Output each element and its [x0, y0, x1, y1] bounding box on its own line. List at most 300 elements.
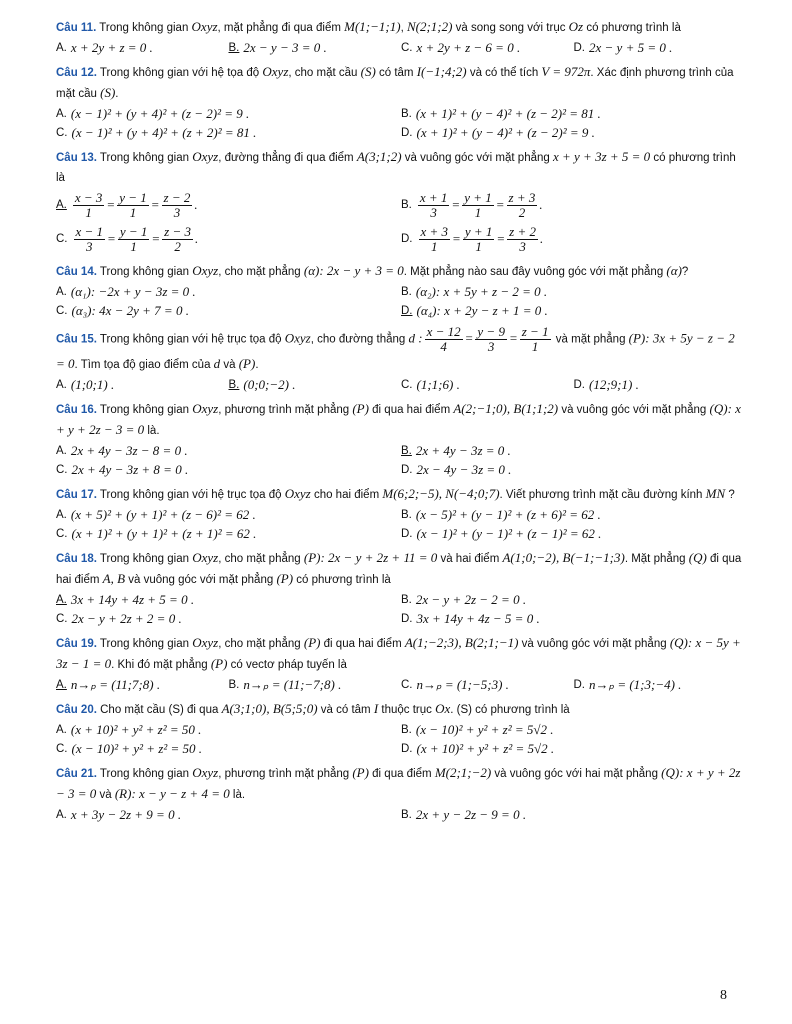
math-expression: A(3;1;2): [356, 149, 402, 164]
fraction: [475, 325, 507, 354]
options-row: [56, 301, 746, 320]
math-expression: M(1;−1;1): [344, 19, 401, 34]
math-expression: (P): 3x + 5y − z − 2 = 0: [56, 330, 735, 371]
option-text: (x − 1)² + (y + 4)² + (z − 2)² = 9 .: [70, 105, 250, 121]
question-18: [56, 548, 746, 628]
stem-text: . Khi đó mặt phẳng: [111, 659, 211, 671]
question-13: [56, 147, 746, 256]
question-number: Câu 17.: [56, 489, 97, 501]
option-a: [56, 40, 229, 56]
option-c: [56, 462, 401, 478]
options-row: [56, 720, 746, 739]
option-text: (x + 1)² + (y + 1)² + (z + 1)² = 62 .: [71, 525, 257, 541]
equals-sign: =: [107, 231, 116, 246]
option-text: x + 2y + z − 6 = 0 .: [416, 39, 521, 55]
math-expression: A(1;0;−2), B(−1;−1;3): [502, 550, 625, 565]
option-label: B.: [401, 107, 412, 120]
option-label: B.: [401, 593, 412, 606]
math-expression: (α): [666, 263, 682, 278]
math-expression: d :: [408, 330, 423, 346]
question-number: Câu 12.: [56, 67, 97, 79]
fraction: [462, 191, 494, 220]
stem-text: Trong không gian: [96, 768, 193, 780]
page-number: 8: [720, 988, 727, 1003]
option-text: (x − 5)² + (y − 1)² + (z + 6)² = 62 .: [415, 506, 601, 522]
options-row: [56, 375, 746, 394]
stem-text: Trong không gian với hệ trục tọa độ: [96, 333, 285, 346]
stem-text: Trong không gian: [96, 266, 193, 278]
fraction: [507, 225, 538, 254]
math-expression: (α): 2x − y + 3 = 0: [303, 263, 404, 278]
option-label: B.: [228, 378, 240, 391]
option-a: [56, 592, 401, 608]
fraction-numerator: y + 1: [464, 189, 492, 205]
stem-text: , cho mặt phẳng: [218, 553, 304, 565]
option-text: 2x − y + 2z + 2 = 0 .: [71, 610, 182, 626]
fraction-denominator: 1: [431, 238, 438, 254]
option-d: [574, 677, 747, 693]
options-row: [56, 675, 746, 694]
fraction-numerator: x − 12: [426, 324, 461, 339]
math-expression: A, B: [102, 571, 126, 586]
stem-text: và hai điểm: [437, 553, 503, 565]
math-expression: (P): [352, 765, 369, 780]
fraction: [162, 191, 193, 220]
question-number: Câu 19.: [56, 638, 97, 650]
equals-sign: =: [495, 197, 505, 212]
option-d: [401, 741, 746, 757]
option-text: (x + 1)² + (y − 4)² + (z − 2)² = 9 .: [416, 124, 595, 140]
stem-text: Trong không gian: [96, 404, 193, 416]
option-label: D.: [401, 612, 413, 625]
option-label: A.: [56, 723, 67, 736]
option-a: [56, 106, 401, 122]
option-label: A.: [56, 41, 67, 54]
stem-text: , đường thẳng đi qua điểm: [218, 152, 357, 164]
equals-sign: =: [106, 197, 116, 212]
options-row: [56, 282, 746, 301]
option-text: (x + 5)² + (y + 1)² + (z − 6)² = 62 .: [70, 506, 256, 522]
option-label: C.: [56, 612, 68, 625]
option-label: C.: [401, 678, 413, 691]
math-expression: x + y + 3z + 5 = 0: [552, 149, 651, 164]
question-17: [56, 484, 746, 543]
option-c: [401, 677, 574, 693]
question-20: [56, 699, 746, 758]
math-expression: (P): 2x − y + 2z + 11 = 0: [303, 550, 438, 565]
stem-text: Trong không gian với hệ tọa độ: [96, 67, 263, 79]
math-expression: M(2;1;−2): [434, 765, 492, 780]
option-text: (x − 10)² + y² + z² = 5√2 .: [415, 721, 554, 737]
option-text: 2x + y − 2z − 9 = 0 .: [415, 806, 527, 822]
option-label: D.: [401, 304, 413, 317]
options-row: [56, 104, 746, 123]
question-stem: [56, 699, 746, 720]
stem-text: . Mặt phẳng nào sau đây vuông góc với mặt phẳng: [403, 266, 667, 278]
option-text: n→ₚ = (1;3;−4) .: [589, 676, 682, 692]
option-text: 2x + 4y − 3z = 0 .: [415, 442, 511, 458]
option-text: n→ₚ = (11;−7;8) .: [243, 676, 342, 692]
stem-text: và có thể tích: [466, 67, 542, 79]
fraction-denominator: 1: [531, 339, 539, 354]
option-text: (1;1;6) .: [416, 376, 460, 392]
math-expression: Oxyz: [192, 550, 219, 565]
math-expression: (S): [360, 64, 376, 79]
question-stem: [56, 62, 746, 104]
option-label: A.: [56, 199, 67, 211]
stem-text: ?: [725, 489, 735, 501]
period: .: [540, 231, 544, 246]
stem-text: Trong không gian với hệ trục tọa độ: [96, 489, 285, 501]
math-expression: Oxyz: [192, 635, 219, 650]
exam-page: [56, 12, 746, 824]
math-expression: Oxyz: [284, 330, 311, 346]
stem-text: , phương trình mặt phẳng: [218, 768, 353, 780]
option-c: [56, 303, 401, 319]
option-text: x + 3y − 2z + 9 = 0 .: [70, 806, 182, 822]
stem-text: . Mặt phẳng: [624, 553, 689, 565]
option-label: D.: [401, 742, 413, 755]
option-label: B.: [401, 508, 412, 521]
options-row: [56, 188, 746, 222]
option-d: [574, 40, 747, 56]
question-11: [56, 17, 746, 57]
option-text: 2x − 4y − 3z = 0 .: [416, 461, 512, 477]
math-expression: V = 972π: [541, 64, 591, 79]
option-label: C.: [56, 126, 68, 139]
option-d: [401, 125, 746, 141]
stem-text: ?: [681, 266, 689, 278]
option-d: [401, 611, 746, 627]
option-text: (x + 10)² + y² + z² = 5√2 .: [416, 740, 555, 756]
stem-text: và vuông góc với mặt phẳng: [518, 638, 670, 650]
option-label: B.: [228, 678, 240, 691]
option-label: A.: [56, 593, 67, 606]
math-expression: (P): [210, 656, 228, 671]
fraction: [463, 225, 495, 254]
question-number: Câu 20.: [56, 704, 97, 716]
option-text: 2x − y − 3 = 0 .: [243, 39, 327, 55]
stem-text: và vuông góc với hai mặt phẳng: [491, 768, 662, 780]
question-12: [56, 62, 746, 142]
option-text: 2x − y + 2z − 2 = 0 .: [415, 591, 527, 607]
fraction: [73, 191, 105, 220]
math-expression: (P): [303, 635, 321, 650]
option-label: D.: [401, 527, 413, 540]
options-row: [56, 739, 746, 758]
math-expression: I: [373, 701, 379, 716]
stem-text: . (S) có phương trình là: [450, 704, 570, 716]
fraction-denominator: 1: [85, 204, 92, 220]
option-label: A.: [56, 508, 67, 521]
option-label: D.: [573, 678, 585, 691]
option-c: [401, 40, 574, 56]
question-stem: [56, 261, 746, 282]
fraction-numerator: z + 2: [509, 223, 536, 239]
math-expression: Ox: [435, 701, 451, 716]
stem-text: , phương trình mặt phẳng: [218, 404, 353, 416]
option-label: A.: [56, 107, 67, 120]
stem-text: thuộc trục: [378, 704, 436, 716]
option-b: [401, 443, 746, 459]
options-row: [56, 590, 746, 609]
options-row: [56, 609, 746, 628]
stem-text: , cho đường thẳng: [310, 333, 409, 346]
math-expression: Oxyz: [191, 19, 218, 34]
option-text: (x − 1)² + (y − 1)² + (z − 1)² = 62 .: [416, 525, 602, 541]
option-label: C.: [56, 304, 68, 317]
question-number: Câu 21.: [56, 768, 97, 780]
stem-text: Trong không gian: [96, 152, 193, 164]
equals-sign: =: [452, 231, 461, 246]
option-text: x + 2y + z = 0 .: [70, 39, 153, 55]
stem-text: . Viết phương trình mặt cầu đường kính: [499, 489, 706, 501]
option-text: 2x + 4y − 3z − 8 = 0 .: [70, 442, 188, 458]
option-label: C.: [401, 378, 413, 391]
option-label: D.: [401, 126, 413, 139]
option-b: [401, 807, 746, 823]
fraction-denominator: 3: [173, 204, 181, 220]
math-expression: A(3;1;0), B(5;5;0): [221, 701, 318, 716]
question-19: [56, 633, 746, 694]
option-text: 3x + 14y + 4z − 5 = 0 .: [416, 610, 540, 626]
fraction-denominator: 3: [430, 204, 437, 220]
option-text: n→ₚ = (11;7;8) .: [70, 676, 161, 692]
option-label: B.: [401, 285, 412, 298]
equals-sign: =: [451, 197, 461, 212]
option-text: (12;9;1) .: [589, 376, 639, 392]
option-label: D.: [573, 378, 585, 391]
option-text: 3x + 14y + 4z + 5 = 0 .: [70, 591, 195, 607]
fraction: [425, 325, 463, 354]
math-expression: N(2;1;2): [406, 19, 453, 34]
stem-text: và mặt phẳng: [552, 333, 629, 346]
stem-text: có phương trình là: [293, 574, 391, 586]
math-expression: Oxyz: [192, 765, 219, 780]
stem-text: Trong không gian: [96, 553, 193, 565]
question-number: Câu 16.: [56, 404, 97, 416]
fraction-numerator: z − 1: [521, 324, 549, 339]
stem-text: và vuông góc với mặt phẳng: [125, 574, 277, 586]
question-number: Câu 14.: [56, 266, 97, 278]
math-expression: (Q): x + y + 2z − 3 = 0: [56, 401, 741, 437]
options-row: [56, 460, 746, 479]
question-stem: [56, 147, 746, 188]
math-expression: A(2;−1;0), B(1;1;2): [453, 401, 559, 416]
option-label: C.: [56, 233, 68, 245]
question-stem: [56, 763, 746, 805]
stem-text: cho hai điểm: [310, 489, 383, 501]
question-stem: [56, 399, 746, 441]
period: .: [195, 231, 199, 246]
fraction-denominator: 1: [474, 204, 482, 220]
option-label: A.: [56, 808, 67, 821]
stem-text: .: [115, 88, 119, 100]
fraction: [520, 325, 551, 354]
stem-text: là.: [144, 425, 160, 437]
fraction-denominator: 3: [519, 238, 526, 254]
option-text: (α₁): −2x + y − 3z = 0 .: [70, 283, 196, 299]
option-c: [56, 125, 401, 141]
fraction-numerator: y − 9: [477, 324, 505, 339]
options-row: [56, 505, 746, 524]
option-a: [56, 443, 401, 459]
math-expression: Oxyz: [192, 263, 219, 278]
fraction: [74, 225, 106, 254]
option-a: [56, 377, 229, 393]
fraction-denominator: 1: [130, 238, 137, 254]
option-text: (0;0;−2) .: [243, 376, 296, 392]
equals-sign: =: [150, 197, 160, 212]
option-label: D.: [401, 233, 413, 245]
stem-text: và: [220, 359, 239, 371]
fraction-numerator: x − 3: [74, 189, 103, 205]
fraction-denominator: 1: [129, 204, 137, 220]
option-text: (x − 10)² + y² + z² = 50 .: [71, 740, 203, 756]
period: .: [539, 197, 543, 212]
option-text: (x + 10)² + y² + z² = 50 .: [70, 721, 202, 737]
option-text: (x + 1)² + (y − 4)² + (z − 2)² = 81 .: [415, 105, 601, 121]
stem-text: có tâm: [375, 67, 417, 79]
stem-text: và có tâm: [317, 704, 374, 716]
question-stem: [56, 548, 746, 590]
math-expression: Oxyz: [192, 401, 219, 416]
option-label: B.: [401, 199, 412, 211]
stem-text: , mặt phẳng đi qua điểm: [217, 22, 345, 34]
fraction-numerator: z + 3: [508, 189, 536, 205]
fraction-numerator: y + 1: [464, 223, 493, 239]
option-b: [401, 507, 746, 523]
math-expression: =: [508, 330, 518, 346]
math-expression: A(1;−2;3), B(2;1;−1): [404, 635, 519, 650]
options-row: [56, 38, 746, 57]
fraction-numerator: y − 1: [119, 223, 148, 239]
option-label: C.: [56, 527, 68, 540]
stem-text: là.: [229, 789, 246, 801]
math-expression: (P): [276, 571, 294, 586]
stem-text: đi qua hai điểm: [320, 638, 405, 650]
option-label: A.: [56, 678, 67, 691]
stem-text: đi qua hai điểm: [56, 553, 742, 586]
option-text: 2x + 4y − 3z + 8 = 0 .: [71, 461, 189, 477]
option-text: (α₃): 4x − 2y + 7 = 0 .: [71, 302, 189, 318]
option-a: [56, 284, 401, 300]
fraction: [118, 225, 150, 254]
math-expression: (Q): x + y + 2z − 3 = 0: [56, 765, 741, 801]
option-text: (α₂): x + 5y + z − 2 = 0 .: [415, 283, 548, 299]
math-expression: d: [213, 356, 221, 371]
stem-text: Cho mặt cầu (S) đi qua: [96, 704, 222, 716]
options-row: [56, 805, 746, 824]
option-d: [401, 303, 746, 319]
question-15: [56, 325, 746, 394]
fraction: [419, 225, 451, 254]
fraction-denominator: 3: [86, 238, 93, 254]
option-label: B.: [401, 808, 412, 821]
fraction-denominator: 2: [174, 238, 181, 254]
math-expression: MN: [705, 486, 726, 501]
question-number: Câu 15.: [56, 333, 97, 346]
math-expression: =: [464, 330, 474, 346]
stem-text: , cho mặt cầu: [288, 67, 361, 79]
option-d: [401, 462, 746, 478]
option-b: [401, 284, 746, 300]
math-expression: Oxyz: [262, 64, 289, 79]
stem-text: . Tìm tọa độ giao điểm của: [74, 359, 214, 371]
fraction-numerator: x − 1: [75, 223, 104, 239]
fraction-numerator: x + 1: [419, 189, 448, 205]
period: .: [194, 197, 198, 212]
question-stem: [56, 633, 746, 675]
fraction: [507, 191, 538, 220]
equals-sign: =: [496, 231, 506, 246]
stem-text: ,: [400, 22, 407, 34]
stem-text: Trong không gian: [96, 638, 193, 650]
fraction: [418, 191, 450, 220]
option-text: (α₄): x + 2y − z + 1 = 0 .: [416, 302, 548, 318]
fraction-denominator: 4: [440, 339, 447, 354]
option-label: C.: [401, 41, 413, 54]
question-16: [56, 399, 746, 479]
stem-text: có vectơ pháp tuyến là: [227, 659, 347, 671]
option-c: [401, 377, 574, 393]
option-c: [56, 225, 401, 254]
stem-text: , cho mặt phẳng: [218, 638, 304, 650]
math-expression: (P): [352, 401, 369, 416]
math-expression: Oz: [568, 19, 584, 34]
question-number: Câu 18.: [56, 553, 97, 565]
stem-text: Trong không gian: [96, 22, 192, 34]
math-expression: (P): [238, 356, 256, 371]
fraction-denominator: 2: [518, 204, 526, 220]
option-text: (1;0;1) .: [70, 376, 115, 392]
options-row: [56, 441, 746, 460]
option-label: A.: [56, 285, 67, 298]
fraction: [117, 191, 149, 220]
option-text: (x − 1)² + (y + 4)² + (z + 2)² = 81 .: [71, 124, 257, 140]
option-a: [56, 677, 229, 693]
stem-text: có phương trình là: [583, 22, 681, 34]
stem-text: đi qua hai điểm: [368, 404, 454, 416]
option-text: 2x − y + 5 = 0 .: [589, 39, 673, 55]
option-label: B.: [228, 41, 240, 54]
option-b: [229, 40, 402, 56]
math-expression: (S): [100, 85, 116, 100]
option-b: [401, 722, 746, 738]
option-c: [56, 526, 401, 542]
options-row: [56, 524, 746, 543]
option-label: B.: [401, 444, 412, 457]
math-expression: (Q): [688, 550, 707, 565]
option-b: [401, 592, 746, 608]
math-expression: Oxyz: [192, 149, 219, 164]
math-expression: (Q): x − 5y + 3z − 1 = 0: [56, 635, 741, 671]
fraction-numerator: x + 3: [420, 223, 449, 239]
question-14: [56, 261, 746, 320]
question-stem: [56, 325, 746, 375]
fraction-denominator: 3: [487, 339, 495, 354]
option-c: [56, 741, 401, 757]
stem-text: và song song với trục: [452, 22, 569, 34]
option-a: [56, 191, 401, 220]
fraction-numerator: z − 3: [164, 223, 191, 239]
option-b: [229, 677, 402, 693]
option-c: [56, 611, 401, 627]
option-d: [574, 377, 747, 393]
option-label: D.: [401, 463, 413, 476]
option-d: [401, 225, 746, 254]
stem-text: . Xác định phương trình của mặt cầu: [56, 67, 734, 100]
